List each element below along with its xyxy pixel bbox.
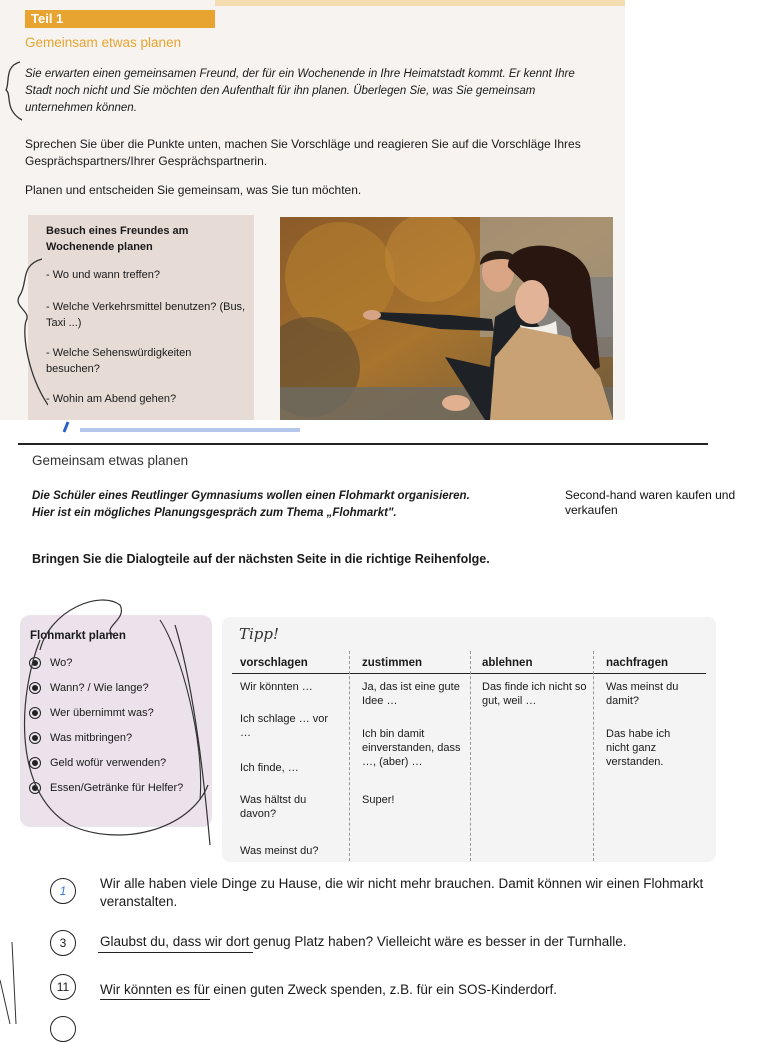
dialog-number: 1 bbox=[50, 878, 76, 904]
table-cell: Wir könnten … bbox=[240, 681, 313, 693]
column-divider bbox=[593, 651, 594, 861]
column-divider bbox=[470, 651, 471, 861]
handwritten-underline bbox=[98, 952, 253, 953]
handwritten-bracket-icon bbox=[0, 58, 30, 124]
table-cell: Was meinst du damit? bbox=[606, 681, 679, 707]
table-cell: Ich finde, … bbox=[240, 762, 299, 774]
page-edge bbox=[0, 420, 768, 434]
table-cell: Was meinst du? bbox=[240, 845, 319, 857]
column-divider bbox=[349, 651, 350, 861]
table-cell: Das habe ich nicht ganz verstanden. bbox=[606, 728, 671, 768]
decorative-stripe bbox=[215, 0, 625, 6]
flohmarkt-box-title: Flohmarkt planen bbox=[30, 630, 126, 642]
table-cell: Was hältst du davon? bbox=[240, 794, 307, 820]
dialog-line: Wir könnten es für einen guten Zweck spenden, z.B. für ein SOS-Kinderdorf. bbox=[100, 982, 557, 997]
list-item-label: Essen/Getränke für Helfer? bbox=[50, 782, 184, 794]
task-item: - Welche Verkehrsmittel benutzen? (Bus, Taxi ...) bbox=[46, 301, 246, 329]
task-item: - Welche Sehenswürdigkeiten besuchen? bbox=[46, 347, 192, 375]
dialog-line: Wir alle haben viele Dinge zu Hause, die wir nicht mehr brauchen. Damit können wir einen Flohmarkt veranstalten. bbox=[100, 876, 704, 909]
task-item: - Wo und wann treffen? bbox=[46, 269, 160, 281]
dialog-line: Glaubst du, dass wir dort genug Platz haben? Vielleicht wäre es besser in der Turnhalle. bbox=[100, 934, 627, 949]
worksheet-intro-line: Die Schüler eines Reutlinger Gymnasiums wollen einen Flohmarkt organisieren. bbox=[32, 490, 470, 502]
list-item-label: Wer übernimmt was? bbox=[50, 707, 154, 719]
handwritten-underline bbox=[100, 999, 210, 1000]
table-cell: Super! bbox=[362, 794, 395, 806]
table-cell: Ich bin damit einverstanden, dass …, (aber) … bbox=[362, 728, 461, 768]
handwritten-note: Second-hand waren kaufen und verkaufen bbox=[565, 488, 736, 517]
table-cell: Ja, das ist eine gute Idee … bbox=[362, 681, 460, 707]
column-header: ablehnen bbox=[482, 657, 533, 669]
list-item-label: Was mitbringen? bbox=[50, 732, 133, 744]
photo-couple-pointing bbox=[280, 217, 613, 420]
list-item-label: Geld wofür verwenden? bbox=[50, 757, 167, 769]
handwritten-scribble-icon bbox=[10, 590, 225, 850]
table-cell: Ich schlage … vor … bbox=[240, 713, 329, 739]
scenario-text: Sie erwarten einen gemeinsamen Freund, der für ein Wochenende in Ihre Heimatstadt kommt. Er kennt Ihre Stadt noch nicht und Sie möchten den Aufenthalt für ihn planen. Überlegen Sie, was Sie gemeinsam unternehmen können. bbox=[25, 68, 575, 114]
blank-margin bbox=[625, 0, 768, 420]
tipp-box bbox=[222, 617, 716, 862]
list-item-label: Wo? bbox=[50, 657, 73, 669]
section-label: Teil 1 bbox=[25, 10, 215, 28]
divider bbox=[232, 673, 706, 674]
decision-paragraph: Planen und entscheiden Sie gemeinsam, was Sie tun möchten. bbox=[25, 183, 362, 197]
column-header: vorschlagen bbox=[240, 657, 308, 669]
textbook-page-top bbox=[0, 0, 625, 420]
task-item: - Wohin am Abend gehen? bbox=[46, 393, 177, 405]
column-header: zustimmen bbox=[362, 657, 423, 669]
pen-mark-icon bbox=[0, 420, 768, 434]
list-item-label: Wann? / Wie lange? bbox=[50, 682, 149, 694]
worksheet-title: Gemeinsam etwas planen bbox=[32, 453, 189, 468]
instruction-paragraph: Sprechen Sie über die Punkte unten, machen Sie Vorschläge und reagieren Sie auf die Vorschläge Ihres Gesprächspartners/Ihrer Gesprächspartnerin. bbox=[25, 137, 581, 168]
handwritten-scribble-icon bbox=[0, 940, 30, 1024]
column-header: nachfragen bbox=[606, 657, 668, 669]
page-subtitle: Gemeinsam etwas planen bbox=[25, 35, 182, 50]
tipp-title: Tipp! bbox=[239, 625, 280, 643]
worksheet-instruction: Bringen Sie die Dialogteile auf der nächsten Seite in die richtige Reihenfolge. bbox=[32, 552, 490, 566]
dialog-number-circle bbox=[50, 1016, 76, 1042]
task-box bbox=[28, 215, 254, 420]
worksheet-intro-line: Hier ist ein mögliches Planungsgespräch zum Thema „Flohmarkt". bbox=[32, 507, 397, 519]
task-box-title: Besuch eines Freundes am Wochenende planen bbox=[46, 225, 189, 253]
divider bbox=[18, 443, 708, 445]
table-cell: Das finde ich nicht so gut, weil … bbox=[482, 681, 587, 707]
worksheet-intro bbox=[32, 488, 552, 522]
handwritten-bracket-icon bbox=[8, 255, 48, 415]
dialog-number: 3 bbox=[50, 930, 76, 956]
dialog-number: 11 bbox=[50, 974, 76, 1000]
